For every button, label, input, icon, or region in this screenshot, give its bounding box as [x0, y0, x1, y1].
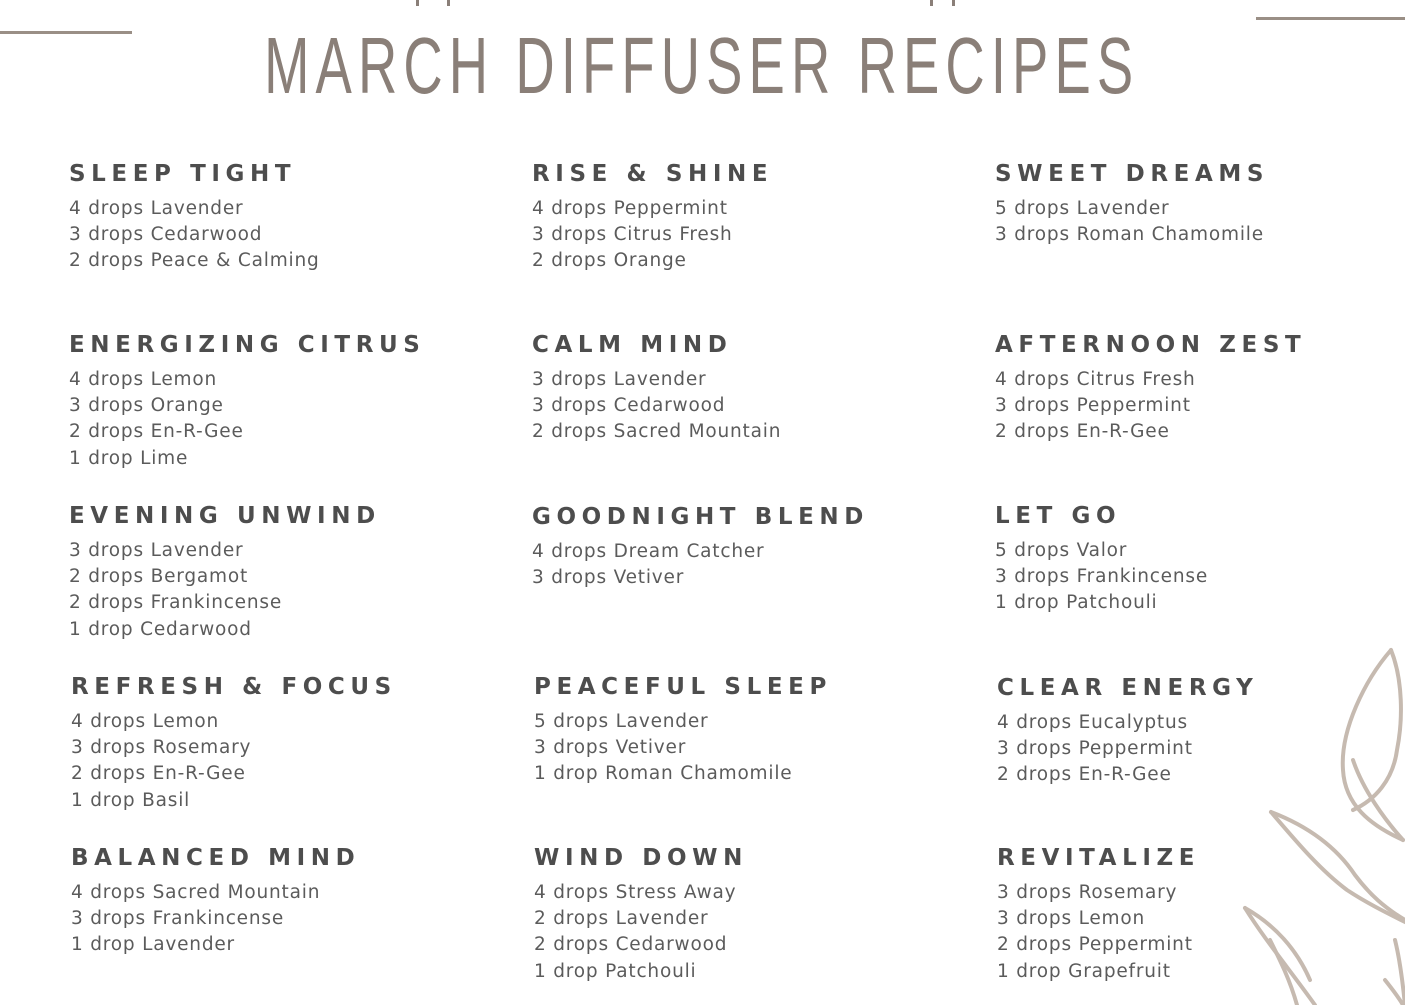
ingredient-item: 3 drops Lavender: [532, 369, 707, 390]
ingredient-item: 3 drops Cedarwood: [532, 395, 726, 417]
recipe-card: [69, 331, 509, 472]
ingredient-item: 2 drops En-R-Gee: [69, 421, 244, 443]
recipe-name: SWEET DREAMS: [995, 161, 1270, 187]
decorative-line-left: [0, 31, 132, 34]
page-title: MARCH DIFFUSER RECIPES: [264, 21, 1140, 110]
ingredient-item: 2 drops Frankincense: [69, 592, 283, 614]
recipe-card: [71, 844, 511, 959]
recipe-name: EVENING UNWIND: [69, 503, 381, 529]
recipe-card: [995, 331, 1405, 446]
ingredient-item: 4 drops Dream Catcher: [532, 541, 765, 562]
ingredient-item: 4 drops Lemon: [71, 711, 220, 732]
ingredient-list: [69, 196, 509, 275]
ingredient-list: [71, 880, 511, 959]
ingredient-item: 4 drops Lavender: [69, 198, 244, 219]
ingredient-item: 3 drops Vetiver: [534, 737, 687, 759]
ingredient-item: 3 drops Vetiver: [532, 567, 685, 589]
ingredient-item: 3 drops Rosemary: [997, 882, 1178, 903]
decorative-line-right: [1256, 17, 1405, 20]
ingredient-list: [534, 880, 974, 985]
ingredient-list: [69, 538, 509, 643]
ingredient-item: 2 drops Lavender: [534, 908, 709, 930]
recipe-card: [534, 673, 974, 788]
ingredient-list: [534, 709, 974, 788]
recipe-card: [995, 160, 1405, 248]
ingredient-item: 5 drops Lavender: [534, 711, 709, 732]
ingredient-item: 2 drops Bergamot: [69, 566, 249, 588]
ingredient-item: 3 drops Orange: [69, 395, 224, 417]
recipe-name: CALM MIND: [532, 332, 733, 358]
ingredient-list: [995, 367, 1405, 446]
ingredient-list: [532, 196, 972, 275]
ingredient-item: 2 drops Cedarwood: [534, 934, 728, 956]
recipe-name: CLEAR ENERGY: [997, 675, 1259, 701]
ingredient-item: 4 drops Peppermint: [532, 198, 728, 219]
recipe-card: [69, 160, 509, 275]
ingredient-item: 3 drops Lavender: [69, 540, 244, 561]
recipe-card: [71, 673, 511, 814]
ingredient-list: [995, 196, 1405, 248]
ingredient-item: 4 drops Eucalyptus: [997, 712, 1188, 733]
ingredient-list: [69, 367, 509, 472]
ingredient-item: 3 drops Peppermint: [997, 738, 1193, 760]
ingredient-list: [71, 709, 511, 814]
recipe-card: [532, 160, 972, 275]
ingredient-item: 2 drops Orange: [532, 250, 687, 272]
recipe-card: [534, 844, 974, 985]
ingredient-item: 1 drop Basil: [71, 789, 191, 811]
ingredient-item: 3 drops Peppermint: [995, 395, 1191, 417]
ingredient-item: 1 drop Lime: [69, 447, 189, 469]
recipe-name: LET GO: [995, 503, 1122, 529]
leaf-illustration: [1235, 640, 1405, 1005]
recipe-name: PEACEFUL SLEEP: [534, 674, 832, 700]
ingredient-item: 3 drops Cedarwood: [69, 224, 263, 246]
ingredient-item: 2 drops En-R-Gee: [995, 421, 1170, 443]
ingredient-item: 3 drops Lemon: [997, 908, 1146, 930]
recipe-name: BALANCED MIND: [71, 845, 361, 871]
ingredient-list: [532, 539, 972, 591]
ingredient-item: 4 drops Citrus Fresh: [995, 369, 1196, 390]
ingredient-list: [532, 367, 972, 446]
ingredient-item: 1 drop Patchouli: [534, 960, 697, 982]
ingredient-item: 1 drop Cedarwood: [69, 618, 252, 640]
ingredient-item: 2 drops En-R-Gee: [997, 764, 1172, 786]
ingredient-item: 4 drops Sacred Mountain: [71, 882, 321, 903]
ingredient-item: 3 drops Frankincense: [71, 908, 285, 930]
ingredient-item: 1 drop Roman Chamomile: [534, 763, 793, 785]
recipe-name: ENERGIZING CITRUS: [69, 332, 426, 358]
ingredient-item: 4 drops Stress Away: [534, 882, 737, 903]
recipe-card: [69, 502, 509, 643]
recipe-card: [532, 331, 972, 446]
ingredient-item: 5 drops Valor: [995, 540, 1128, 561]
ingredient-item: 5 drops Lavender: [995, 198, 1170, 219]
recipe-name: RISE & SHINE: [532, 161, 774, 187]
ingredient-item: 2 drops Peppermint: [997, 934, 1193, 956]
ingredient-item: 3 drops Citrus Fresh: [532, 224, 733, 246]
recipe-name: AFTERNOON ZEST: [995, 332, 1307, 358]
recipe-name: WIND DOWN: [534, 845, 748, 871]
recipe-name: SLEEP TIGHT: [69, 161, 297, 187]
top-edge-marks: [0, 0, 1405, 12]
ingredient-list: [995, 538, 1405, 617]
ingredient-item: 2 drops Sacred Mountain: [532, 421, 782, 443]
recipe-name: GOODNIGHT BLEND: [532, 504, 869, 530]
ingredient-item: 2 drops En-R-Gee: [71, 763, 246, 785]
recipe-name: REFRESH & FOCUS: [71, 674, 397, 700]
recipe-card: [995, 502, 1405, 617]
recipe-name: REVITALIZE: [997, 845, 1201, 871]
ingredient-item: 4 drops Lemon: [69, 369, 218, 390]
recipe-card: [532, 503, 972, 591]
ingredient-item: 1 drop Patchouli: [995, 592, 1158, 614]
ingredient-item: 3 drops Frankincense: [995, 566, 1209, 588]
ingredient-item: 3 drops Rosemary: [71, 737, 252, 759]
ingredient-item: 1 drop Grapefruit: [997, 960, 1171, 982]
ingredient-item: 1 drop Lavender: [71, 934, 235, 956]
ingredient-item: 2 drops Peace & Calming: [69, 250, 320, 272]
ingredient-item: 3 drops Roman Chamomile: [995, 224, 1264, 246]
